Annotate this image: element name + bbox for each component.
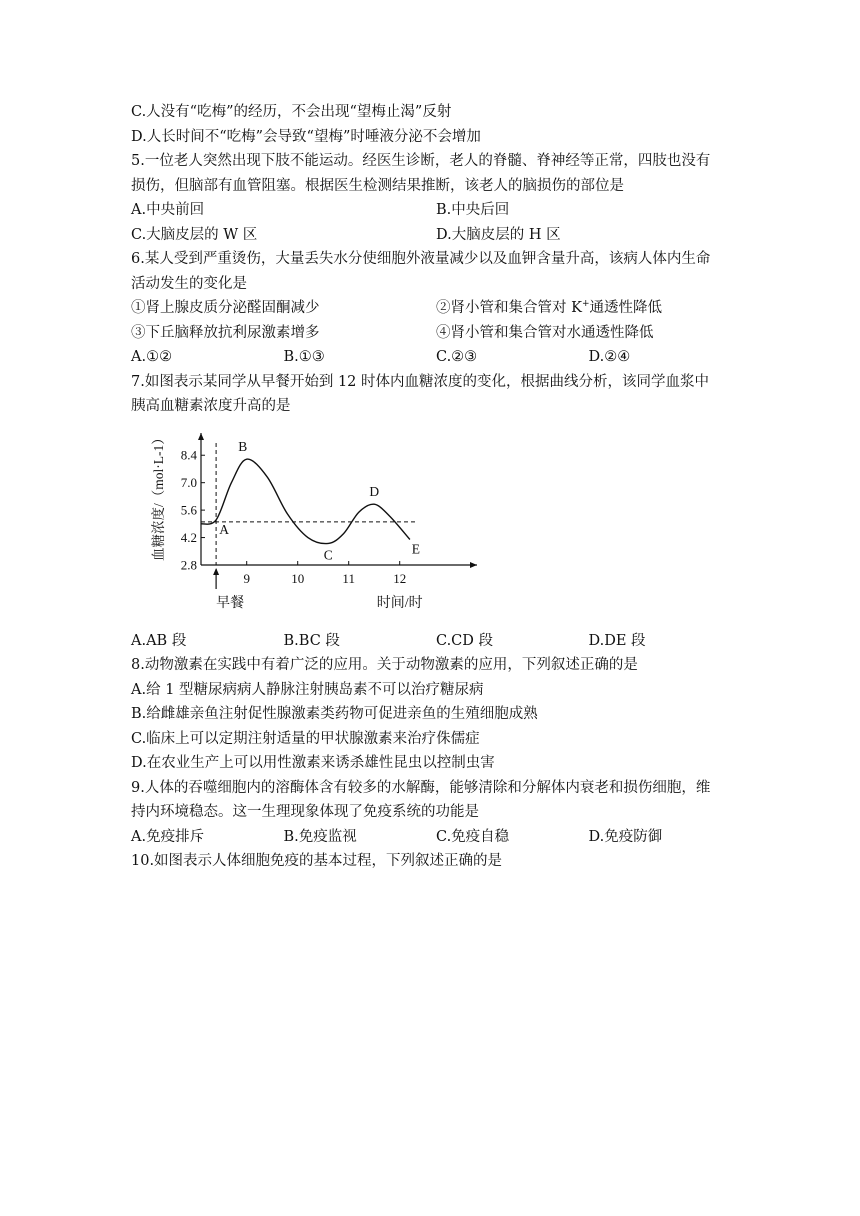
- y-tick-label: 5.6: [180, 502, 197, 518]
- q7-options-row: [131, 629, 741, 654]
- q9-option-b: B.免疫监视: [283, 828, 357, 845]
- point-label-b: B: [238, 438, 248, 454]
- q6-options-row: [131, 345, 741, 370]
- q5-option-a: A.中央前回: [131, 202, 205, 218]
- q8-option-b: B.给雌雄亲鱼注射促性腺激素类药物可促进亲鱼的生殖细胞成熟: [131, 706, 538, 722]
- q4-option-d: D.人长时间不“吃梅”会导致“望梅”时唾液分泌不会增加: [131, 128, 481, 145]
- breakfast-label: 早餐: [216, 595, 245, 611]
- q6-option-a: A.①②: [131, 349, 173, 365]
- x-tick-label: 11: [342, 570, 355, 586]
- q7-option-a: A.AB 段: [131, 632, 187, 649]
- q9-option-d: D.免疫防御: [588, 828, 663, 845]
- x-axis-label: 时间/时: [376, 595, 423, 611]
- y-axis-label: 血糖浓度/（mol·L-1）: [151, 430, 166, 561]
- y-tick-label: 2.8: [180, 557, 197, 572]
- q6-option-c: C.②③: [436, 349, 478, 365]
- q5-stem-line1: 5.一位老人突然出现下肢不能运动。经医生诊断，老人的脊髓、脊神经等正常，四肢也没有: [131, 153, 711, 169]
- q5-option-b: B.中央后回: [436, 202, 510, 218]
- y-tick-label: 7.0: [180, 474, 197, 490]
- q8-option-c: C.临床上可以定期注射适量的甲状腺激素来治疗侏儒症: [131, 730, 480, 747]
- q5-options-row2: [131, 223, 741, 248]
- x-axis-arrow: [470, 562, 477, 568]
- q6-items-row1: [131, 296, 741, 321]
- x-tick-label: 10: [291, 570, 305, 586]
- point-label-a: A: [219, 521, 229, 537]
- q10-stem: 10.如图表示人体细胞免疫的基本过程，下列叙述正确的是: [131, 853, 503, 869]
- q5-option-c: C.大脑皮层的 W 区: [131, 226, 258, 243]
- q9-option-c: C.免疫自稳: [436, 828, 510, 845]
- point-label-e: E: [411, 541, 421, 557]
- q6-item-2: ②肾小管和集合管对 K+通透性降低: [436, 299, 662, 316]
- q6-items-row2: [131, 321, 741, 346]
- q5-stem-line2: 损伤，但脑部有血管阻塞。根据医生检测结果推断，该老人的脑损伤的部位是: [131, 177, 624, 194]
- breakfast-arrow-head: [213, 568, 219, 575]
- glucose-curve-line: [201, 459, 410, 543]
- q7-option-d: D.DE 段: [588, 632, 646, 649]
- q6-stem-line2: 活动发生的变化是: [131, 275, 247, 292]
- q7-option-c: C.CD 段: [436, 632, 494, 649]
- blood-glucose-chart-svg: [141, 423, 501, 619]
- x-tick-label: 9: [243, 570, 250, 586]
- q6-option-d: D.②④: [588, 349, 631, 365]
- y-axis-arrow: [198, 433, 204, 440]
- point-label-c: C: [323, 546, 333, 562]
- q5-options-row1: [131, 198, 741, 223]
- q6-option-b: B.①③: [283, 349, 325, 365]
- q7-stem-line1: 7.如图表示某同学从早餐开始到 12 时体内血糖浓度的变化，根据曲线分析，该同学血浆中: [131, 373, 709, 390]
- q7-option-b: B.BC 段: [283, 632, 340, 649]
- q8-option-a: A.给 1 型糖尿病病人静脉注射胰岛素不可以治疗糖尿病: [131, 681, 484, 698]
- q8-option-d: D.在农业生产上可以用性激素来诱杀雄性昆虫以控制虫害: [131, 755, 495, 771]
- point-label-d: D: [369, 483, 380, 499]
- blood-glucose-chart: [131, 423, 741, 623]
- q9-stem-line2: 持内环境稳态。这一生理现象体现了免疫系统的功能是: [131, 804, 479, 820]
- q6-item-4: ④肾小管和集合管对水通透性降低: [436, 324, 654, 341]
- y-tick-label: 4.2: [180, 529, 197, 545]
- q7-stem-line2: 胰高血糖素浓度升高的是: [131, 398, 291, 414]
- q6-item-1: ①肾上腺皮质分泌醛固酮减少: [131, 300, 320, 316]
- q5-option-d: D.大脑皮层的 H 区: [436, 226, 561, 243]
- q4-option-c: C.人没有“吃梅”的经历，不会出现“望梅止渴”反射: [131, 104, 452, 120]
- q6-stem-line1: 6.某人受到严重烫伤，大量丢失水分使细胞外液量减少以及血钾含量升高，该病人体内生命: [131, 251, 711, 267]
- q9-option-a: A.免疫排斥: [131, 828, 205, 845]
- q9-options-row: [131, 825, 741, 850]
- y-tick-label: 8.4: [180, 447, 197, 463]
- x-tick-label: 12: [393, 570, 407, 586]
- exam-page: [131, 100, 741, 874]
- q6-item-3: ③下丘脑释放抗利尿激素增多: [131, 324, 320, 341]
- q8-stem: 8.动物激素在实践中有着广泛的应用。关于动物激素的应用，下列叙述正确的是: [131, 657, 638, 673]
- q9-stem-line1: 9.人体的吞噬细胞内的溶酶体含有较多的水解酶，能够清除和分解体内衰老和损伤细胞，维: [131, 779, 711, 796]
